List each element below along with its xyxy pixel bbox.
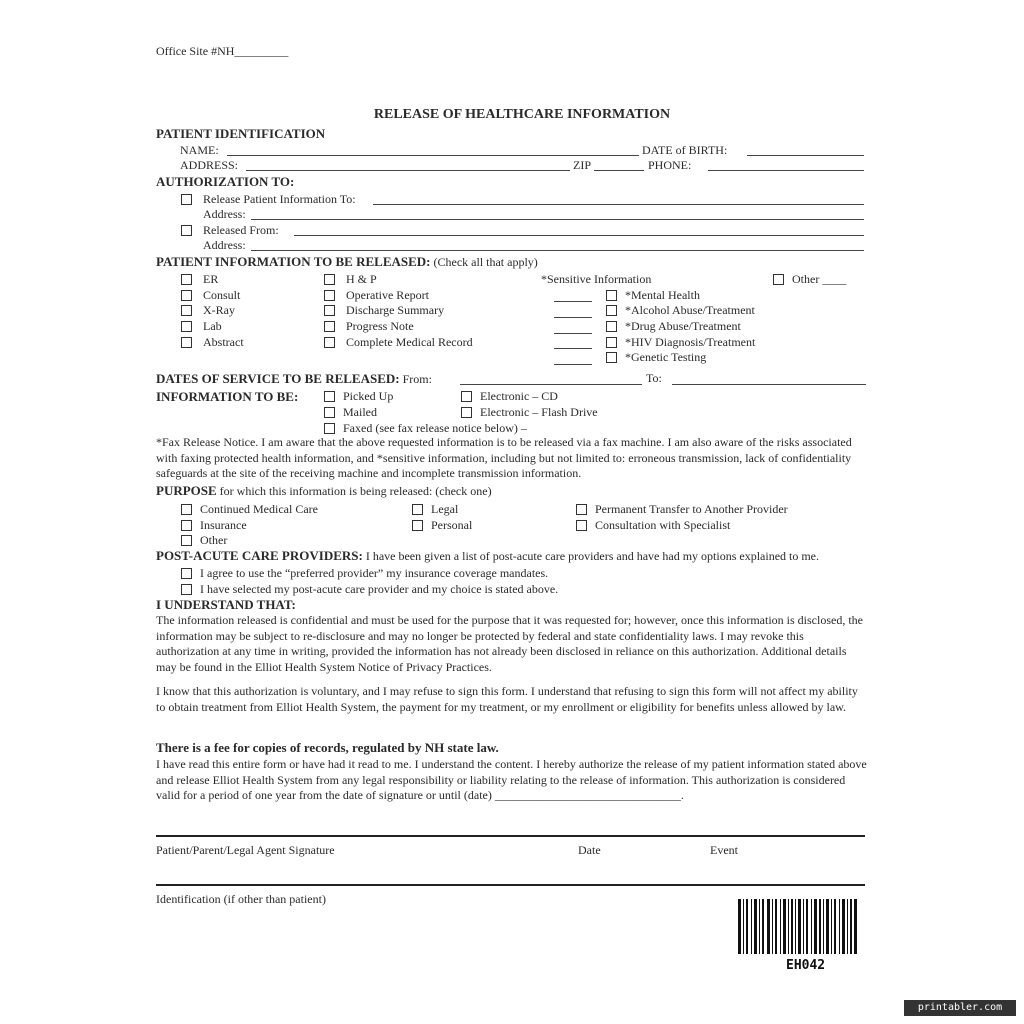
identification-label: Identification (if other than patient) [156, 892, 326, 906]
drug-abuse-checkbox[interactable] [606, 321, 617, 332]
valid-until-date-field[interactable]: _______________________________. [494, 788, 684, 802]
dob-label: DATE of BIRTH: [642, 143, 728, 157]
fax-release-notice: *Fax Release Notice. I am aware that the above requested information is to be released via a fax machine. I am also aware of the risks associated with faxing protected health information, and *sensitive information, including but not limited to: erroneous transmission, lack of confidentiality safeguards at the site of the receiving machine and incomplete transmission information. [156, 435, 852, 480]
permanent-transfer-label: Permanent Transfer to Another Provider [595, 502, 788, 516]
consultation-label: Consultation with Specialist [595, 518, 731, 532]
personal-label: Personal [431, 518, 473, 532]
dates-of-service-heading: DATES OF SERVICE TO BE RELEASED: [156, 371, 400, 386]
progress-note-checkbox[interactable] [324, 321, 335, 332]
post-acute-row [156, 548, 819, 564]
office-site: Office Site #NH_________ [156, 44, 289, 58]
name-field[interactable] [227, 155, 639, 156]
alcohol-abuse-checkbox[interactable] [606, 305, 617, 316]
insurance-label: Insurance [200, 518, 247, 532]
understand-paragraph-2: I know that this authorization is voluntary, and I may refuse to sign this form. I understand that refusing to sign this form will not affect my ability to obtain treatment from Elliot Health System, the payment for my treatment, or my enrollment or eligibility for benefits unless allowed by law. [156, 684, 858, 714]
address-field[interactable] [246, 170, 570, 171]
purpose-note: for which this information is being released: (check one) [219, 484, 492, 498]
release-to-address-label: Address: [203, 207, 246, 221]
sensitive-info-header: *Sensitive Information [541, 272, 652, 286]
er-label: ER [203, 272, 219, 286]
from-label: From: [402, 372, 432, 386]
genetic-testing-label: *Genetic Testing [625, 350, 707, 364]
picked-up-label: Picked Up [343, 389, 394, 403]
barcode-text: EH042 [786, 958, 826, 973]
sensitive-blank-2[interactable] [554, 317, 592, 318]
electronic-cd-label: Electronic – CD [480, 389, 558, 403]
fee-text-block [156, 757, 870, 804]
operative-report-label: Operative Report [346, 288, 429, 302]
other-info-label: Other ____ [792, 272, 847, 286]
picked-up-checkbox[interactable] [324, 391, 335, 402]
discharge-summary-checkbox[interactable] [324, 305, 335, 316]
continued-care-label: Continued Medical Care [200, 502, 318, 516]
discharge-summary-label: Discharge Summary [346, 303, 445, 317]
barcode-graphic [738, 899, 860, 957]
signature-event-label: Event [710, 843, 738, 857]
purpose-row [156, 483, 492, 499]
preferred-provider-label: I agree to use the “preferred provider” my insurance coverage mandates. [200, 566, 549, 580]
h-and-p-label: H & P [346, 272, 377, 286]
fee-text: I have read this entire form or have had it read to me. I understand the content. I hereby authorize the release of my patient information stated above and release Elliot Health System from any legal responsibility or liability relating to the release of information. This authorization is considered valid for a period of one year from the date of signature or until (date) [156, 757, 867, 802]
info-released-heading [156, 254, 538, 270]
patient-identification-heading: PATIENT IDENTIFICATION [156, 126, 326, 141]
sensitive-blank-3[interactable] [554, 333, 592, 334]
permanent-transfer-checkbox[interactable] [576, 504, 587, 515]
selected-provider-label: I have selected my post-acute care provider and my choice is stated above. [200, 582, 559, 596]
signature-date-label: Date [578, 843, 601, 857]
consult-checkbox[interactable] [181, 290, 192, 301]
identification-line[interactable] [156, 884, 865, 886]
continued-care-checkbox[interactable] [181, 504, 192, 515]
phone-field[interactable] [708, 170, 864, 171]
info-released-note: (Check all that apply) [433, 255, 538, 269]
hiv-diagnosis-checkbox[interactable] [606, 337, 617, 348]
er-checkbox[interactable] [181, 274, 192, 285]
phone-label: PHONE: [648, 158, 692, 172]
other-info-checkbox[interactable] [773, 274, 784, 285]
information-to-be-heading: INFORMATION TO BE: [156, 389, 299, 404]
mental-health-label: *Mental Health [625, 288, 700, 302]
released-from-checkbox[interactable] [181, 225, 192, 236]
faxed-label: Faxed (see fax release notice below) – [343, 421, 527, 435]
legal-checkbox[interactable] [412, 504, 423, 515]
date-to-field[interactable] [672, 384, 866, 385]
to-label: To: [646, 371, 662, 385]
address-label: ADDRESS: [180, 158, 239, 172]
understand-paragraph-1: The information released is confidential and must be used for the purpose that it was requested for; however, once this information is disclosed, the information may be subject to re-disclosure and may no longer be protected by federal and state confidentiality laws. I may revoke this authorization at any time in writing, provided the information has not already been disclosed in reliance on this authorization. Additional details may be found in the Elliot Health System Notice of Privacy Practices. [156, 613, 863, 674]
insurance-checkbox[interactable] [181, 520, 192, 531]
signature-label: Patient/Parent/Legal Agent Signature [156, 843, 335, 857]
released-from-field[interactable] [294, 235, 864, 236]
release-to-field[interactable] [373, 204, 864, 205]
signature-line[interactable] [156, 835, 865, 837]
operative-report-checkbox[interactable] [324, 290, 335, 301]
released-from-address-label: Address: [203, 238, 246, 252]
post-acute-heading: POST-ACUTE CARE PROVIDERS: [156, 548, 363, 563]
lab-label: Lab [203, 319, 222, 333]
released-from-address-field[interactable] [251, 250, 864, 251]
electronic-flash-checkbox[interactable] [461, 407, 472, 418]
release-to-address-field[interactable] [251, 219, 864, 220]
purpose-other-checkbox[interactable] [181, 535, 192, 546]
released-from-label: Released From: [203, 223, 279, 237]
name-label: NAME: [180, 143, 219, 157]
xray-label: X-Ray [203, 303, 235, 317]
consultation-checkbox[interactable] [576, 520, 587, 531]
release-to-label: Release Patient Information To: [203, 192, 356, 206]
purpose-heading: PURPOSE [156, 483, 217, 498]
mailed-label: Mailed [343, 405, 377, 419]
dob-field[interactable] [747, 155, 864, 156]
info-released-title: PATIENT INFORMATION TO BE RELEASED: [156, 254, 431, 269]
preferred-provider-checkbox[interactable] [181, 568, 192, 579]
legal-label: Legal [431, 502, 459, 516]
sensitive-blank-1[interactable] [554, 301, 592, 302]
page-title: RELEASE OF HEALTHCARE INFORMATION [373, 107, 671, 122]
watermark-badge: printabler.com [904, 1000, 1016, 1016]
zip-field[interactable] [594, 170, 644, 171]
complete-medical-record-checkbox[interactable] [324, 337, 335, 348]
h-and-p-checkbox[interactable] [324, 274, 335, 285]
abstract-checkbox[interactable] [181, 337, 192, 348]
personal-checkbox[interactable] [412, 520, 423, 531]
date-from-field[interactable] [460, 384, 642, 385]
post-acute-text: I have been given a list of post-acute care providers and have had my options explained to me. [365, 549, 820, 563]
complete-medical-record-label: Complete Medical Record [346, 335, 473, 349]
consult-label: Consult [203, 288, 241, 302]
understand-heading: I UNDERSTAND THAT: [156, 597, 296, 612]
mental-health-checkbox[interactable] [606, 290, 617, 301]
electronic-cd-checkbox[interactable] [461, 391, 472, 402]
mailed-checkbox[interactable] [324, 407, 335, 418]
xray-checkbox[interactable] [181, 305, 192, 316]
selected-provider-checkbox[interactable] [181, 584, 192, 595]
release-to-checkbox[interactable] [181, 194, 192, 205]
sensitive-blank-4[interactable] [554, 348, 592, 349]
electronic-flash-label: Electronic – Flash Drive [480, 405, 598, 419]
lab-checkbox[interactable] [181, 321, 192, 332]
purpose-other-label: Other [200, 533, 228, 547]
dates-of-service-row [156, 371, 432, 387]
genetic-testing-checkbox[interactable] [606, 352, 617, 363]
fee-heading: There is a fee for copies of records, regulated by NH state law. [156, 740, 499, 755]
zip-label: ZIP [573, 158, 591, 172]
faxed-checkbox[interactable] [324, 423, 335, 434]
authorization-heading: AUTHORIZATION TO: [156, 174, 295, 189]
abstract-label: Abstract [203, 335, 244, 349]
drug-abuse-label: *Drug Abuse/Treatment [625, 319, 741, 333]
alcohol-abuse-label: *Alcohol Abuse/Treatment [625, 303, 755, 317]
sensitive-blank-5[interactable] [554, 364, 592, 365]
progress-note-label: Progress Note [346, 319, 414, 333]
hiv-diagnosis-label: *HIV Diagnosis/Treatment [625, 335, 756, 349]
